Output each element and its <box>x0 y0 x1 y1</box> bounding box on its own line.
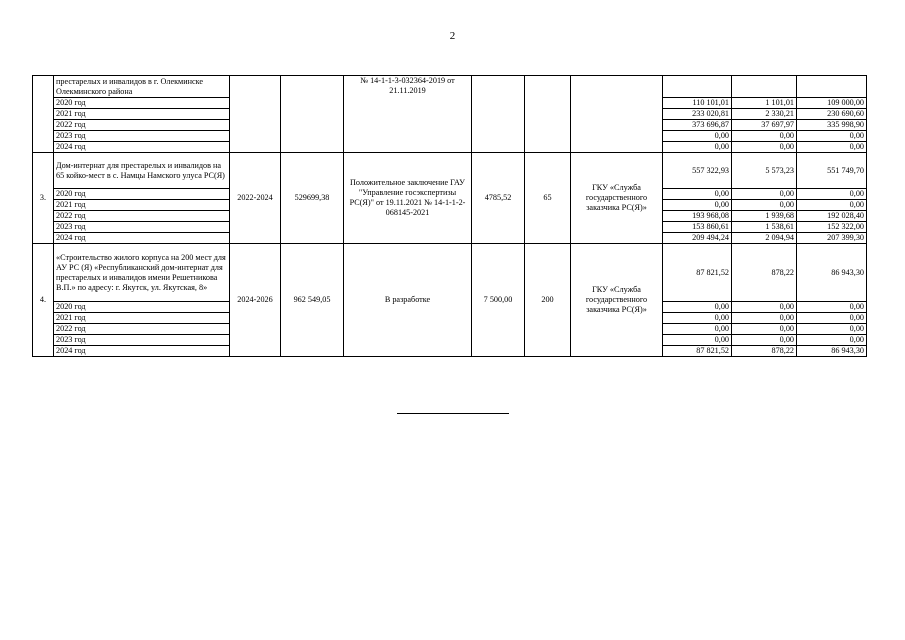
year-value: 209 494,24 <box>663 233 732 244</box>
total-value: 557 322,93 <box>663 153 732 189</box>
year-value: 109 000,00 <box>797 98 867 109</box>
total-value <box>732 76 797 98</box>
expertise-conclusion: Положительное заключение ГАУ "Управление госэкспертизы РС(Я)" от 19.11.2021 № 14-1-1-2-068145-2021 <box>344 153 472 244</box>
year-value: 0,00 <box>732 313 797 324</box>
expertise-conclusion: № 14-1-1-3-032364-2019 от 21.11.2019 <box>344 76 472 153</box>
estimated-cost: 529699,38 <box>281 153 344 244</box>
construction-period: 2022-2024 <box>230 153 281 244</box>
estimated-cost <box>281 76 344 153</box>
page-number: 2 <box>449 30 456 42</box>
year-value: 0,00 <box>732 302 797 313</box>
year-value: 2 094,94 <box>732 233 797 244</box>
capacity-places: 200 <box>525 244 571 357</box>
year-label: 2023 год <box>54 131 230 142</box>
capacity-area: 4785,52 <box>472 153 525 244</box>
year-value: 0,00 <box>663 324 732 335</box>
object-name: Дом-интернат для престарелых и инвалидов на 65 койко-мест в с. Намцы Намского улуса РС(Я) <box>54 153 230 189</box>
year-value: 0,00 <box>732 200 797 211</box>
year-value: 1 101,01 <box>732 98 797 109</box>
year-label: 2021 год <box>54 200 230 211</box>
year-value: 0,00 <box>797 335 867 346</box>
year-label: 2022 год <box>54 324 230 335</box>
year-value: 0,00 <box>797 302 867 313</box>
row-number: 3. <box>33 153 54 244</box>
year-value: 1 538,61 <box>732 222 797 233</box>
year-value: 0,00 <box>797 324 867 335</box>
estimated-cost: 962 549,05 <box>281 244 344 357</box>
year-label: 2022 год <box>54 211 230 222</box>
table-row <box>33 244 867 302</box>
year-value: 37 697,97 <box>732 120 797 131</box>
year-label: 2020 год <box>54 189 230 200</box>
year-value: 0,00 <box>732 324 797 335</box>
year-value: 153 860,61 <box>663 222 732 233</box>
customer: ГКУ «Служба государственного заказчика РС(Я)» <box>571 153 663 244</box>
customer <box>571 76 663 153</box>
expertise-conclusion: В разработке <box>344 244 472 357</box>
year-value: 0,00 <box>663 313 732 324</box>
total-value <box>797 76 867 98</box>
customer: ГКУ «Служба государственного заказчика РС(Я)» <box>571 244 663 357</box>
construction-period <box>230 76 281 153</box>
closing-rule <box>397 413 509 414</box>
total-value <box>663 76 732 98</box>
capacity-area: 7 500,00 <box>472 244 525 357</box>
year-label: 2021 год <box>54 109 230 120</box>
capacity-places: 65 <box>525 153 571 244</box>
year-value: 152 322,00 <box>797 222 867 233</box>
year-value: 0,00 <box>732 131 797 142</box>
capacity-places <box>525 76 571 153</box>
year-value: 0,00 <box>797 131 867 142</box>
year-value: 86 943,30 <box>797 346 867 357</box>
total-value: 878,22 <box>732 244 797 302</box>
year-value: 193 968,08 <box>663 211 732 222</box>
year-value: 0,00 <box>663 189 732 200</box>
total-value: 87 821,52 <box>663 244 732 302</box>
table-row <box>33 153 867 189</box>
year-label: 2023 год <box>54 335 230 346</box>
year-value: 0,00 <box>663 302 732 313</box>
capacity-area <box>472 76 525 153</box>
program-table <box>32 75 867 357</box>
total-value: 86 943,30 <box>797 244 867 302</box>
year-value: 373 696,87 <box>663 120 732 131</box>
year-value: 0,00 <box>797 189 867 200</box>
year-value: 335 998,90 <box>797 120 867 131</box>
year-label: 2024 год <box>54 142 230 153</box>
table-row <box>33 76 867 98</box>
year-value: 0,00 <box>663 335 732 346</box>
year-value: 230 690,60 <box>797 109 867 120</box>
year-value: 0,00 <box>732 335 797 346</box>
year-value: 0,00 <box>797 200 867 211</box>
object-name: престарелых и инвалидов в г. Олекминске Олекминского района <box>54 76 230 98</box>
year-value: 0,00 <box>797 142 867 153</box>
construction-period: 2024-2026 <box>230 244 281 357</box>
year-value: 0,00 <box>663 200 732 211</box>
year-label: 2020 год <box>54 302 230 313</box>
year-label: 2020 год <box>54 98 230 109</box>
year-value: 0,00 <box>797 313 867 324</box>
year-label: 2022 год <box>54 120 230 131</box>
year-value: 0,00 <box>663 142 732 153</box>
total-value: 5 573,23 <box>732 153 797 189</box>
year-value: 0,00 <box>732 142 797 153</box>
year-value: 2 330,21 <box>732 109 797 120</box>
year-label: 2024 год <box>54 233 230 244</box>
year-value: 207 399,30 <box>797 233 867 244</box>
total-value: 551 749,70 <box>797 153 867 189</box>
year-value: 0,00 <box>732 189 797 200</box>
year-value: 110 101,01 <box>663 98 732 109</box>
object-name: «Строительство жилого корпуса на 200 мест для АУ РС (Я) «Республиканский дом-интернат для престарелых и инвалидов имени Решетникова В.П.» по адресу: г. Якутск, ул. Якутская, 8» <box>54 244 230 302</box>
year-value: 87 821,52 <box>663 346 732 357</box>
year-value: 192 028,40 <box>797 211 867 222</box>
year-value: 0,00 <box>663 131 732 142</box>
row-number <box>33 76 54 153</box>
year-value: 233 020,81 <box>663 109 732 120</box>
row-number: 4. <box>33 244 54 357</box>
year-label: 2024 год <box>54 346 230 357</box>
year-value: 878,22 <box>732 346 797 357</box>
year-value: 1 939,68 <box>732 211 797 222</box>
year-label: 2021 год <box>54 313 230 324</box>
year-label: 2023 год <box>54 222 230 233</box>
